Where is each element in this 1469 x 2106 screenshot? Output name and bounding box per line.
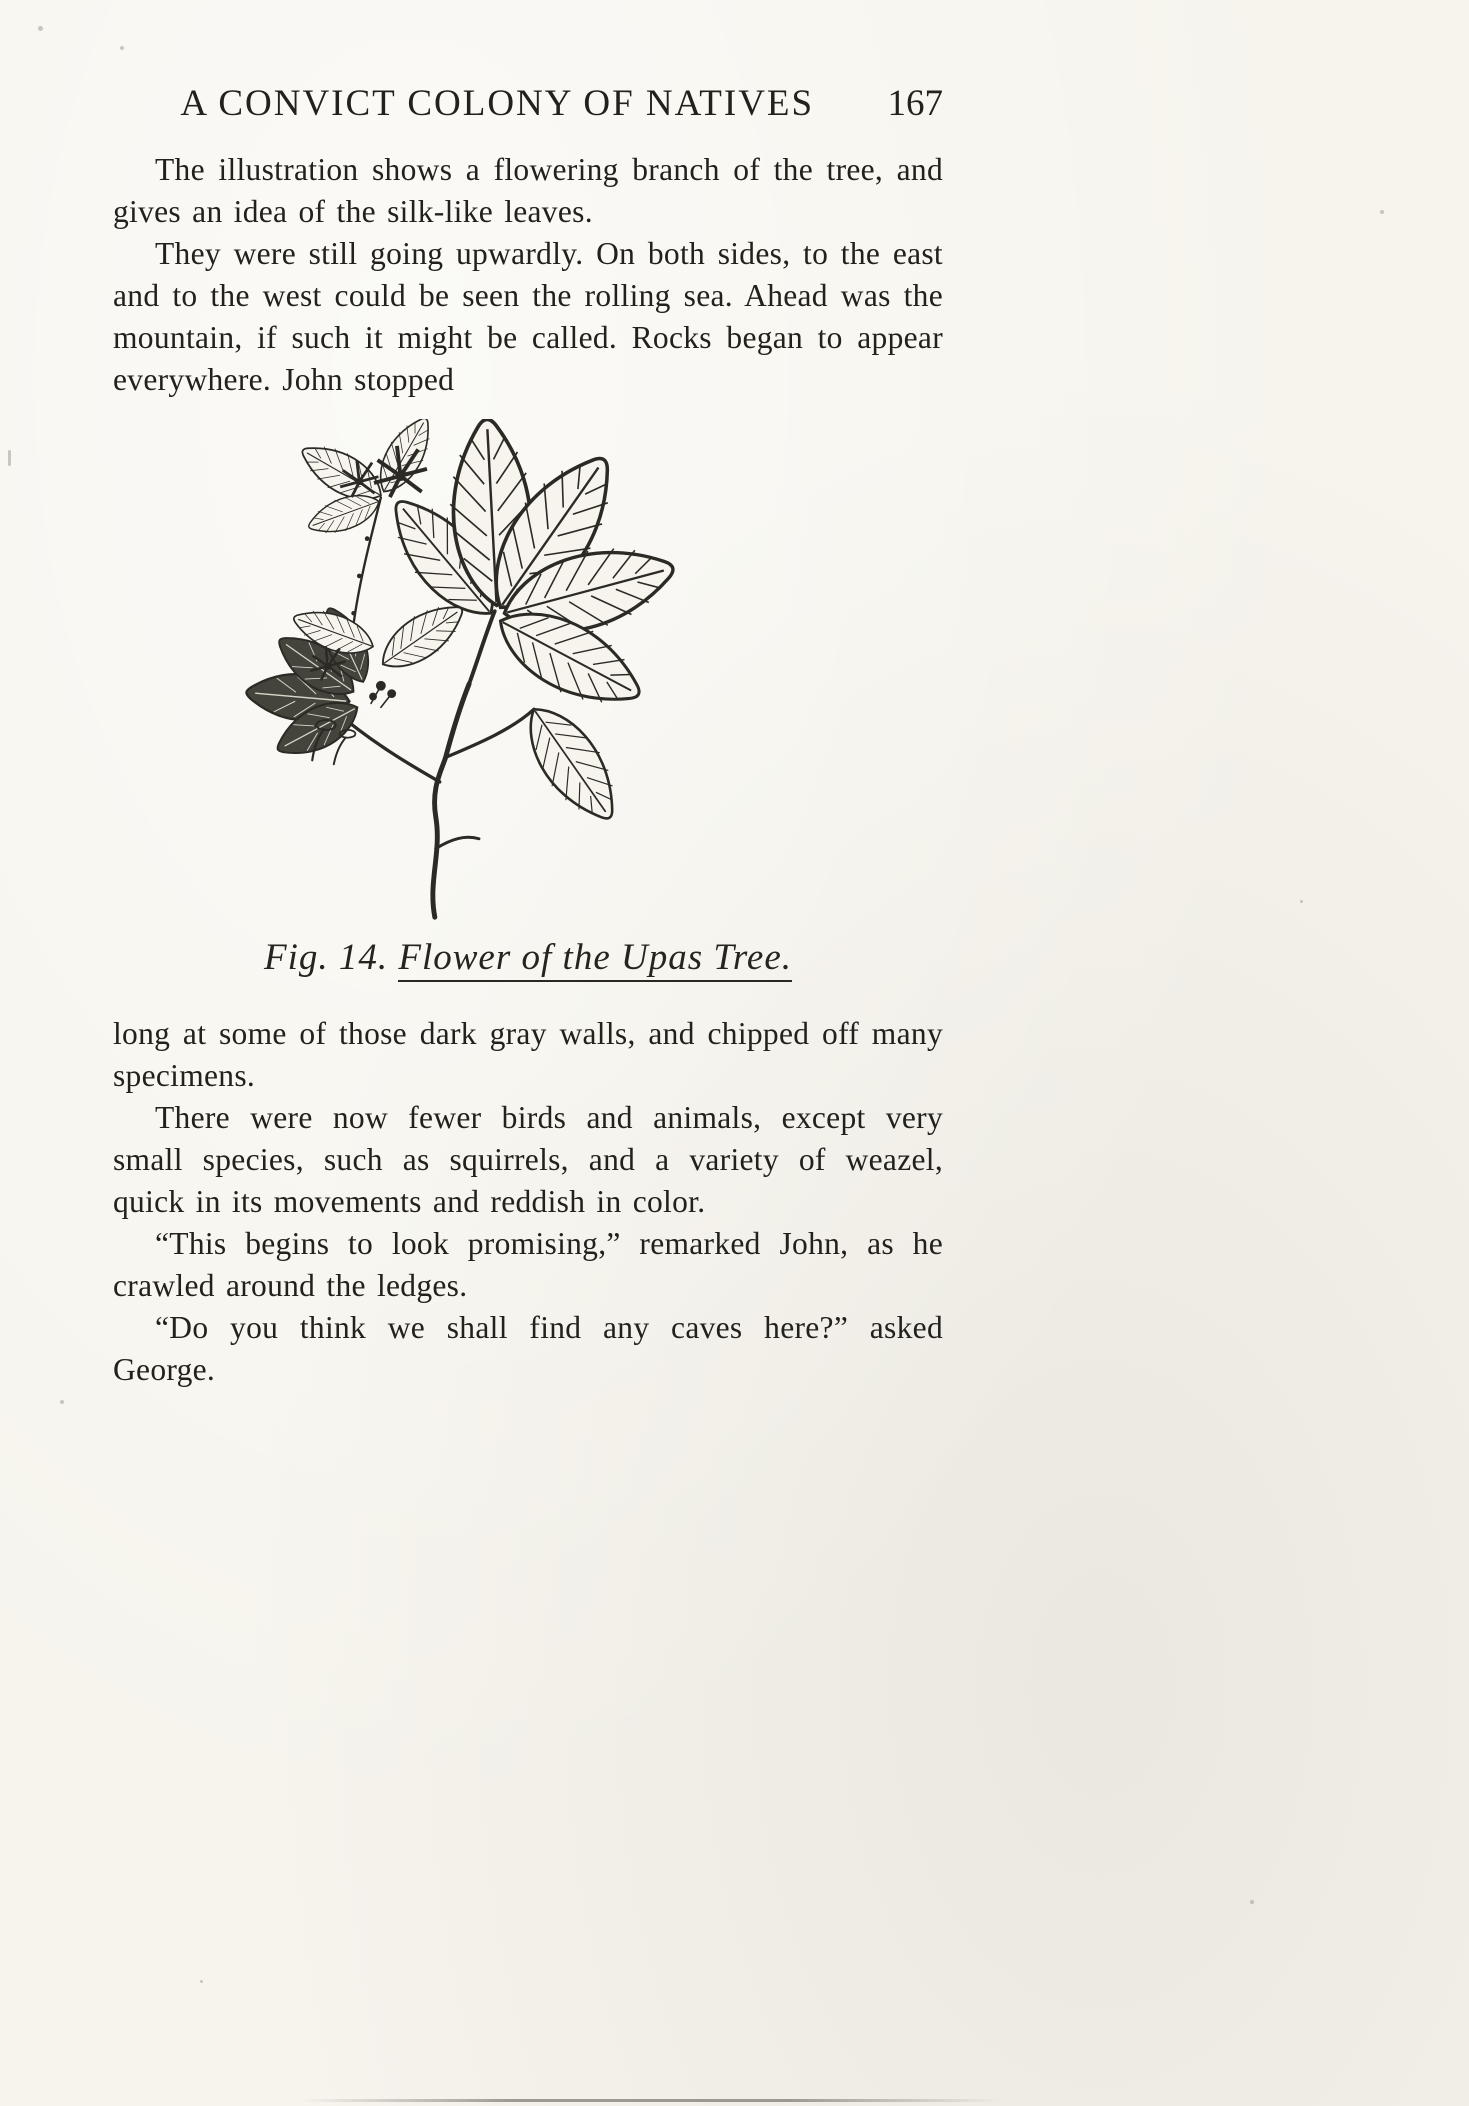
- chapter-title: A CONVICT COLONY OF NATIVES: [180, 83, 815, 124]
- paper-speck: [8, 450, 11, 466]
- scan-edge-shadow: [300, 2099, 1000, 2102]
- paper-speck: [38, 26, 43, 31]
- paper-speck: [60, 1400, 64, 1404]
- paragraph: “This begins to look promising,” remarked John, as he crawled around the ledges.: [113, 1226, 943, 1303]
- paragraph: The illustration shows a flowering branch of the tree, and gives an idea of the silk-like leaves.: [113, 152, 943, 229]
- paragraph: They were still going upwardly. On both sides, to the east and to the west could be seen the rolling sea. Ahead was the mountain, if such it might be called. Rocks began to appear everywhere. John stopped: [113, 236, 943, 397]
- paper-speck: [1300, 900, 1303, 903]
- paragraph: There were now fewer birds and animals, except very small species, such as squirrels, and a variety of weazel, quick in its movements and reddish in color.: [113, 1100, 943, 1219]
- running-header: [113, 82, 943, 125]
- paragraph: “Do you think we shall find any caves here?” asked George.: [113, 1310, 943, 1387]
- figure-caption: [113, 936, 943, 979]
- upas-tree-flower-illustration: [228, 419, 828, 929]
- figure: [113, 419, 943, 934]
- page-number: 167: [887, 83, 943, 124]
- paragraph: long at some of those dark gray walls, and chipped off many specimens.: [113, 1016, 943, 1093]
- paper-speck: [120, 46, 124, 50]
- page-content: [113, 82, 943, 1391]
- paper-speck: [1380, 210, 1384, 214]
- figure-title: Flower of the Upas Tree.: [398, 937, 792, 982]
- paper-speck: [200, 1980, 203, 1983]
- figure-label: Fig. 14.: [263, 937, 389, 978]
- paper-speck: [1250, 1900, 1254, 1904]
